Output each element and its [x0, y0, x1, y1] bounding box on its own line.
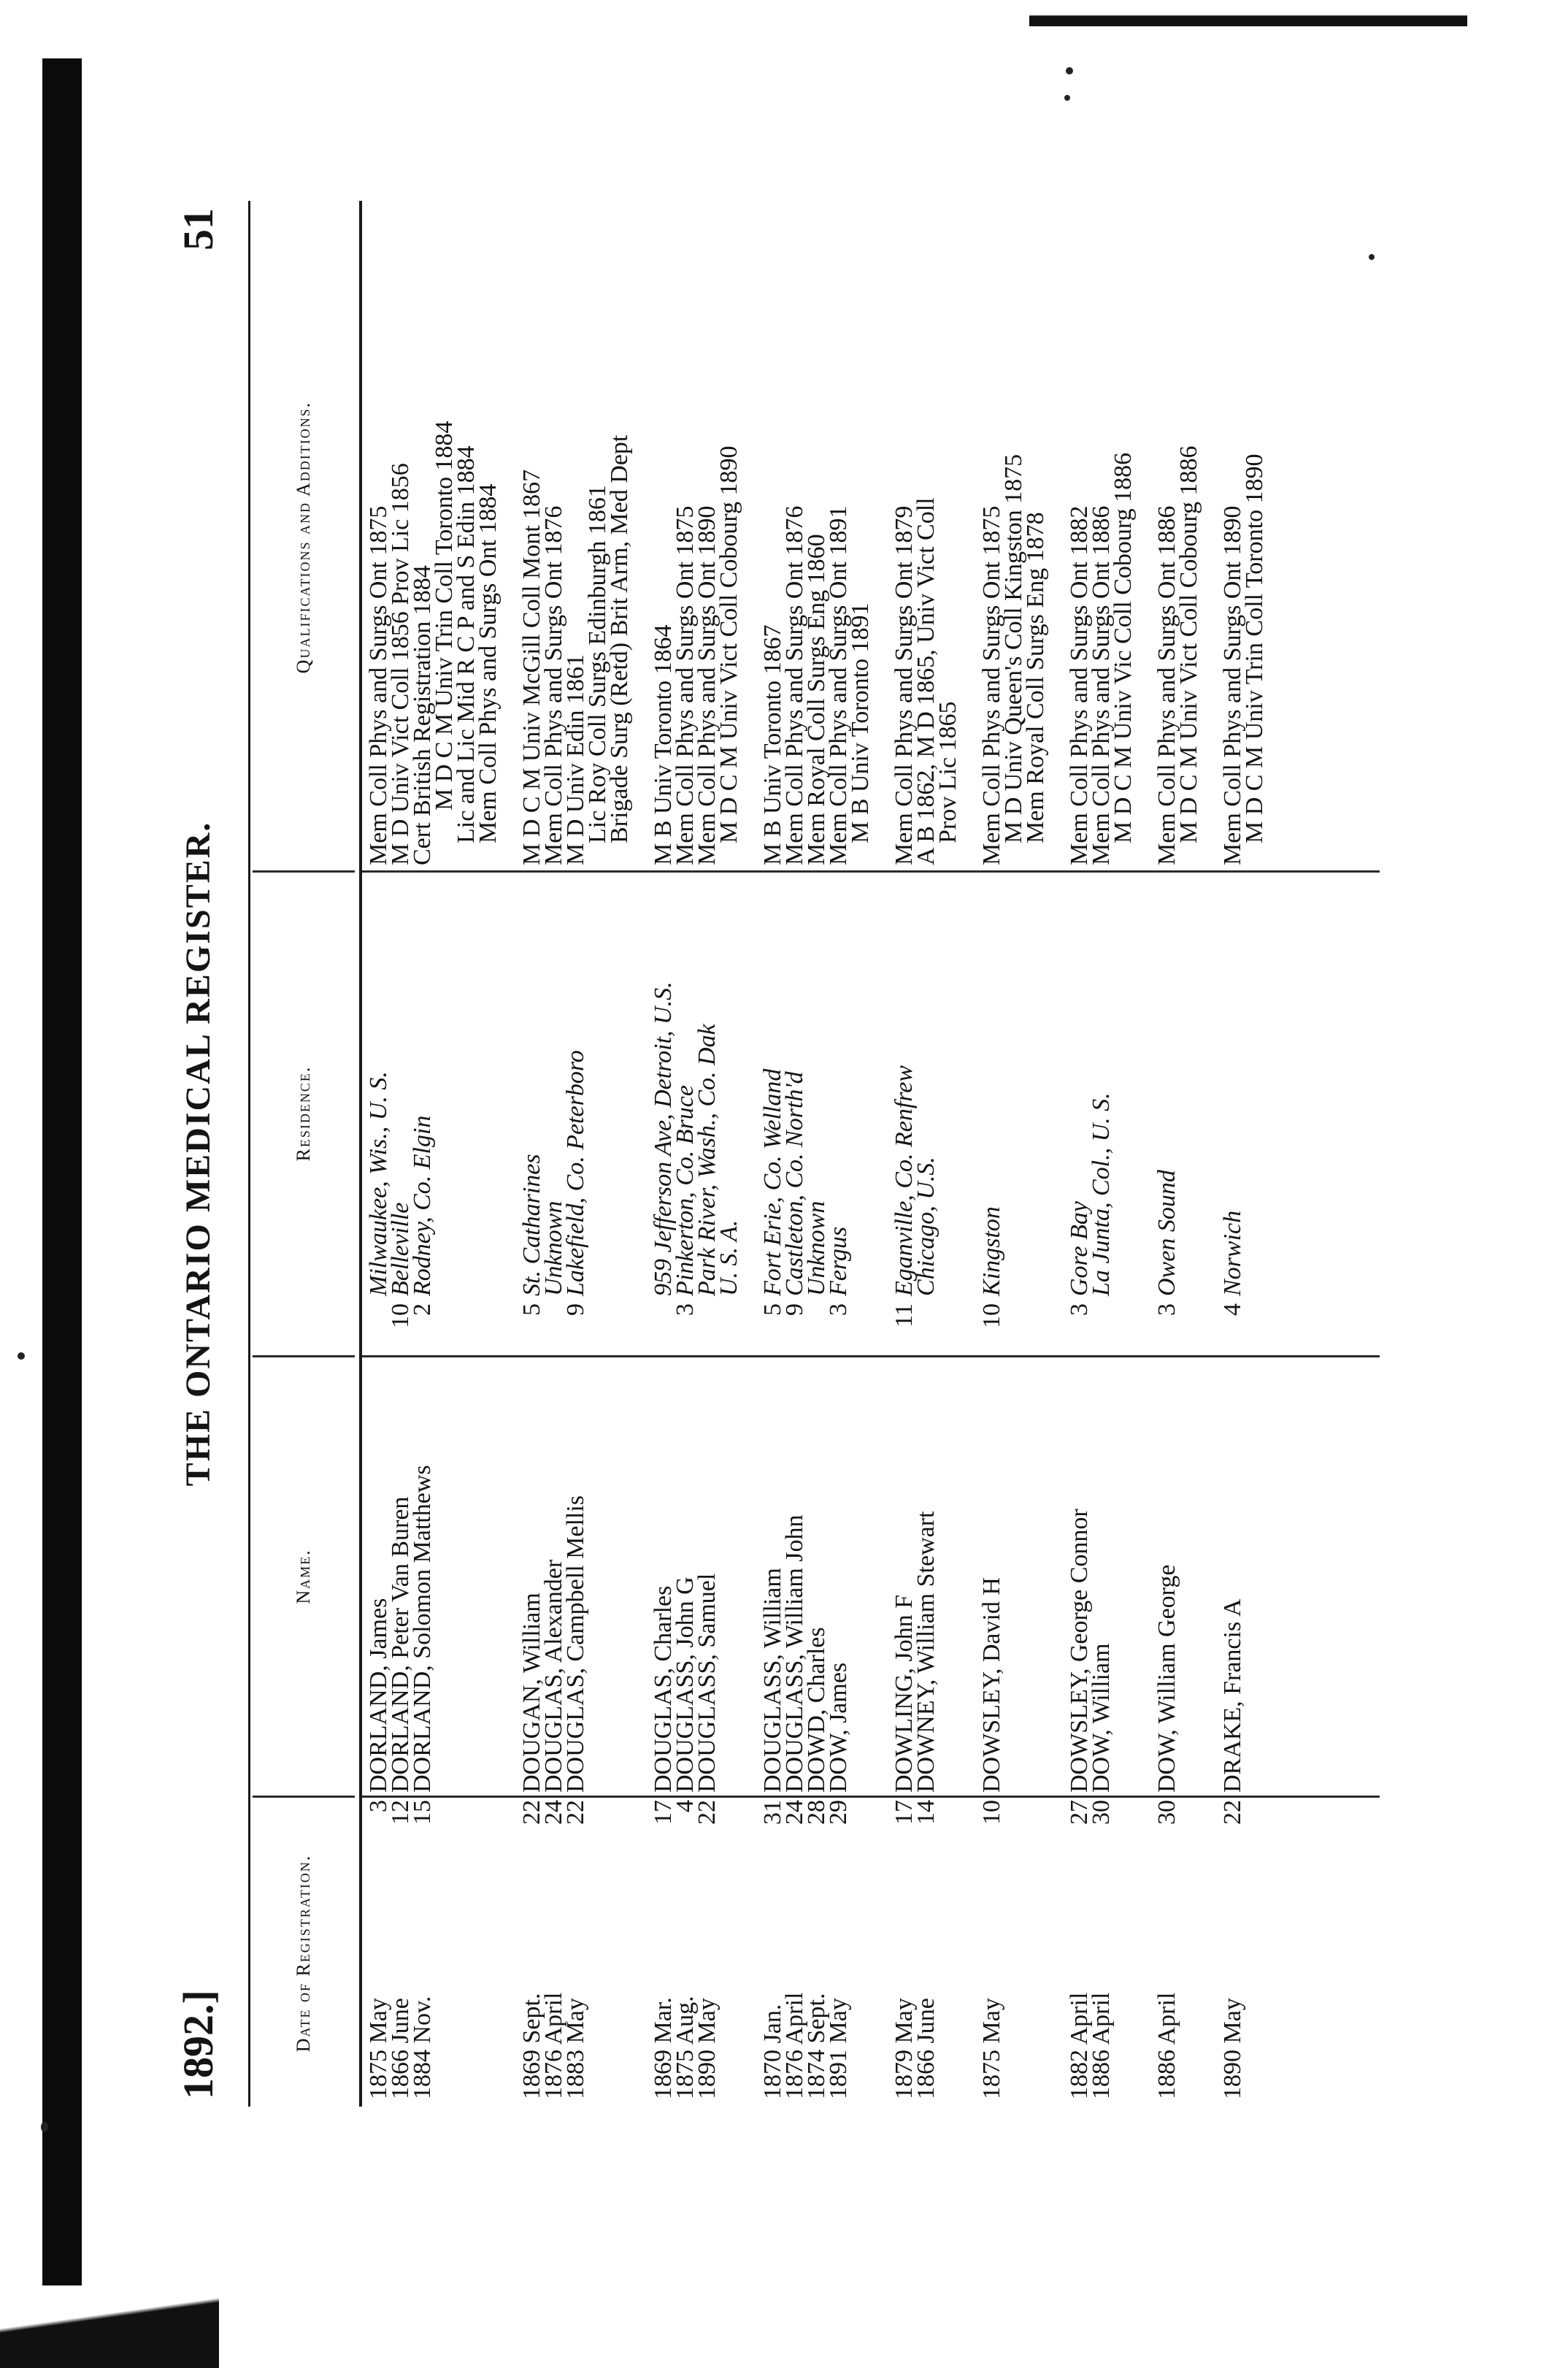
practitioner-name: DORLAND, Peter Van Buren — [387, 1496, 414, 1793]
residence-number: 5 — [759, 1303, 786, 1316]
practitioner-name: DOUGAN, William — [518, 1593, 545, 1793]
residence-number: 3 — [825, 1303, 852, 1316]
residence-number: 10 — [387, 1303, 414, 1328]
registration-day: 30 — [1153, 1800, 1180, 1825]
table-row — [1110, 201, 1139, 2107]
registration-day: 17 — [650, 1800, 677, 1825]
practitioner-name: DOUGLASS, Samuel — [693, 1573, 720, 1793]
qualifications: Mem Coll Phys and Surgs Ont 1876 — [781, 505, 808, 865]
residence: La Junta, Col., U. S. — [1088, 1092, 1115, 1296]
residence-number: 3 — [1066, 1303, 1093, 1316]
qualifications: Mem Coll Phys and Surgs Ont 1891 — [825, 505, 852, 865]
table-row — [934, 201, 964, 2107]
residence: Fergus — [825, 1226, 852, 1296]
qualifications: Mem Coll Phys and Surgs Ont 1884 — [474, 483, 501, 843]
table-row — [1022, 201, 1051, 2107]
qualifications: Mem Royal Coll Surgs Eng 1860 — [803, 534, 830, 865]
registration-day: 27 — [1066, 1800, 1093, 1825]
residence: Belleville — [387, 1202, 414, 1296]
residence: Unknown — [803, 1200, 830, 1296]
table-row — [1175, 201, 1204, 2107]
registration-date: 1875 May — [365, 1998, 392, 2099]
registration-day: 29 — [825, 1800, 852, 1825]
qualifications: Mem Coll Phys and Surgs Ont 1875 — [365, 505, 392, 865]
practitioner-name: DOUGLASS, William John — [781, 1514, 808, 1793]
table-row — [715, 201, 745, 2107]
qualifications: M D Univ Vict Coll 1856 Prov Lic 1856 — [387, 463, 414, 865]
practitioner-name: DORLAND, Solomon Matthews — [409, 1465, 436, 1793]
registration-date: 1882 April — [1066, 1992, 1093, 2099]
registration-date: 1891 May — [825, 1998, 852, 2099]
qualifications: M B Univ Toronto 1891 — [847, 602, 874, 843]
practitioner-name: DRAKE, Francis A — [1219, 1598, 1246, 1793]
qualifications: M D C M Univ McGill Coll Mont 1867 — [518, 469, 545, 865]
qualifications: Lic and Lic Mid R C P and S Edin 1884 — [453, 445, 480, 843]
registration-date: 1879 May — [891, 1998, 918, 2099]
practitioner-name: DOUGLASS, William — [759, 1568, 786, 1793]
residence: Owen Sound — [1153, 1170, 1180, 1296]
registration-date: 1870 Jan. — [759, 2004, 786, 2099]
registration-day: 22 — [562, 1800, 589, 1825]
practitioner-name: DOWLING, John F — [891, 1594, 918, 1793]
qualifications: M D Univ Queen's Coll Kingston 1875 — [1000, 453, 1027, 843]
register-page — [168, 201, 1380, 2107]
table-row — [474, 201, 504, 2107]
registration-date: 1886 April — [1153, 1992, 1180, 2099]
registration-day: 12 — [387, 1800, 414, 1825]
practitioner-name: DOUGLAS, Charles — [650, 1585, 677, 1793]
residence: 959 Jefferson Ave, Detroit, U.S. — [650, 981, 677, 1296]
practitioner-name: DORLAND, James — [365, 1598, 392, 1793]
qualifications: Cert British Registration 1884 — [409, 565, 436, 865]
registration-date: 1866 June — [912, 1998, 939, 2099]
qualifications: Mem Coll Phys and Surgs Ont 1876 — [540, 505, 567, 865]
scan-binding-shadow — [42, 58, 82, 2300]
qualifications: Brigade Surg (Retd) Brit Arm, Med Dept — [606, 434, 633, 843]
qualifications: Prov Lic 1865 — [934, 701, 961, 843]
qualifications: Mem Coll Phys and Surgs Ont 1890 — [1219, 505, 1246, 865]
registration-day: 22 — [518, 1800, 545, 1825]
registration-date: 1883 May — [562, 1998, 589, 2099]
running-head-title: THE ONTARIO MEDICAL REGISTER. — [179, 821, 218, 1487]
header-divider — [253, 1355, 355, 1357]
residence: Park River, Wash., Co. Dak — [693, 1024, 720, 1296]
qualifications: A B 1862, M D 1865, Univ Vict Coll — [912, 497, 939, 865]
residence-number: 10 — [978, 1303, 1005, 1328]
qualifications: M D C M Univ Trin Coll Toronto 1884 — [431, 421, 458, 811]
scan-speck — [1066, 67, 1073, 74]
residence: Eganville, Co. Renfrew — [891, 1065, 918, 1296]
residence: Fort Erie, Co. Welland — [759, 1068, 786, 1296]
registration-date: 1876 April — [781, 1992, 808, 2099]
table-row — [847, 201, 876, 2107]
residence-number: 5 — [518, 1303, 545, 1316]
qualifications: Mem Coll Phys and Surgs Ont 1875 — [978, 505, 1005, 865]
scan-top-rule — [1029, 7, 1467, 26]
registration-day: 3 — [365, 1800, 392, 1812]
qualifications: M D C M Univ Vic Coll Cobourg 1886 — [1110, 452, 1137, 843]
registration-date: 1890 May — [693, 1998, 720, 2099]
registration-day: 31 — [759, 1800, 786, 1825]
registration-day: 24 — [540, 1800, 567, 1825]
residence: Unknown — [540, 1200, 567, 1296]
registration-date: 1869 Sept. — [518, 1993, 545, 2099]
residence: Rodney, Co. Elgin — [409, 1115, 436, 1296]
column-header-name: Name. — [293, 1549, 314, 1604]
qualifications: M B Univ Toronto 1867 — [759, 624, 786, 865]
practitioner-name: DOUGLAS, Campbell Mellis — [562, 1495, 589, 1793]
qualifications: Mem Coll Phys and Surgs Ont 1890 — [693, 505, 720, 865]
registration-date: 1875 May — [978, 1998, 1005, 2099]
residence: St. Catharines — [518, 1154, 545, 1296]
registration-date: 1866 June — [387, 1998, 414, 2099]
qualifications: M D C M Univ Trin Coll Toronto 1890 — [1241, 453, 1268, 843]
residence-number: 9 — [781, 1303, 808, 1316]
residence-number: 2 — [409, 1303, 436, 1316]
header-divider — [253, 870, 355, 873]
registration-day: 22 — [693, 1800, 720, 1825]
qualifications: M D C M Univ Vict Coll Cobourg 1890 — [715, 445, 742, 843]
residence: Lakefield, Co. Peterboro — [562, 1050, 589, 1296]
practitioner-name: DOWD, Charles — [803, 1627, 830, 1793]
registration-date: 1869 Mar. — [650, 1997, 677, 2099]
registration-date: 1874 Sept. — [803, 1993, 830, 2099]
registration-date: 1884 Nov. — [409, 1996, 436, 2099]
registration-date: 1890 May — [1219, 1998, 1246, 2099]
running-head — [168, 201, 248, 2107]
registration-day: 15 — [409, 1800, 436, 1825]
qualifications: Mem Royal Coll Surgs Eng 1878 — [1022, 512, 1049, 843]
table-row — [606, 201, 635, 2107]
register-table — [248, 201, 1380, 2107]
header-divider — [253, 1796, 355, 1798]
residence: Pinkerton, Co. Bruce — [672, 1085, 699, 1296]
column-header-date: Date of Registration. — [293, 1854, 314, 2053]
residence: Norwich — [1219, 1210, 1246, 1296]
header-rule-bottom — [359, 201, 362, 2107]
running-head-year: 1892.] — [174, 1990, 222, 2099]
residence-number: 3 — [672, 1303, 699, 1316]
scan-corner-shadow — [0, 2285, 219, 2368]
registration-day: 22 — [1219, 1800, 1246, 1825]
residence-number: 3 — [1153, 1303, 1180, 1316]
practitioner-name: DOW, William George — [1153, 1564, 1180, 1793]
registration-date: 1886 April — [1088, 1992, 1115, 2099]
registration-day: 4 — [672, 1800, 699, 1812]
column-header-residence: Residence. — [293, 1065, 314, 1162]
column-header-qualifications: Qualifications and Additions. — [293, 401, 314, 674]
practitioner-name: DOWSLEY, George Connor — [1066, 1509, 1093, 1793]
residence: Gore Bay — [1066, 1201, 1093, 1296]
qualifications: Mem Coll Phys and Surgs Ont 1882 — [1066, 505, 1093, 865]
residence: U. S. A. — [715, 1219, 742, 1296]
qualifications: Mem Coll Phys and Surgs Ont 1886 — [1088, 505, 1115, 865]
qualifications: Mem Coll Phys and Surgs Ont 1875 — [672, 505, 699, 865]
registration-day: 30 — [1088, 1800, 1115, 1825]
qualifications: Lic Roy Coll Surgs Edinburgh 1861 — [584, 485, 611, 843]
residence-number: 4 — [1219, 1303, 1246, 1316]
registration-day: 17 — [891, 1800, 918, 1825]
practitioner-name: DOWNEY, William Stewart — [912, 1511, 939, 1793]
practitioner-name: DOW, James — [825, 1662, 852, 1793]
qualifications: Mem Coll Phys and Surgs Ont 1879 — [891, 505, 918, 865]
registration-date: 1875 Aug. — [672, 1996, 699, 2099]
practitioner-name: DOW, William — [1088, 1643, 1115, 1793]
practitioner-name: DOUGLASS, John G — [672, 1576, 699, 1793]
residence: Milwaukee, Wis., U. S. — [365, 1071, 392, 1296]
qualifications: M D Univ Edin 1861 — [562, 654, 589, 865]
page-number: 51 — [174, 208, 222, 250]
qualifications: Mem Coll Phys and Surgs Ont 1886 — [1153, 505, 1180, 865]
residence-number: 11 — [891, 1303, 918, 1327]
registration-date: 1876 April — [540, 1992, 567, 2099]
scan-speck — [1064, 95, 1070, 101]
scan-speck — [41, 2122, 48, 2132]
registration-day: 28 — [803, 1800, 830, 1825]
registration-day: 10 — [978, 1800, 1005, 1825]
practitioner-name: DOWSLEY, David H — [978, 1577, 1005, 1793]
table-body — [365, 201, 1270, 2107]
residence: Kingston — [978, 1206, 1005, 1296]
table-row — [1241, 201, 1270, 2107]
registration-day: 14 — [912, 1800, 939, 1825]
residence: Chicago, U.S. — [912, 1157, 939, 1296]
qualifications: M D C M Univ Vict Coll Cobourg 1886 — [1175, 445, 1202, 843]
qualifications: M B Univ Toronto 1864 — [650, 624, 677, 865]
residence-number: 9 — [562, 1303, 589, 1316]
scan-speck — [18, 1352, 25, 1360]
registration-day: 24 — [781, 1800, 808, 1825]
header-rule-top — [248, 201, 250, 2107]
residence: Castleton, Co. North'd — [781, 1071, 808, 1296]
practitioner-name: DOUGLAS, Alexander — [540, 1559, 567, 1793]
